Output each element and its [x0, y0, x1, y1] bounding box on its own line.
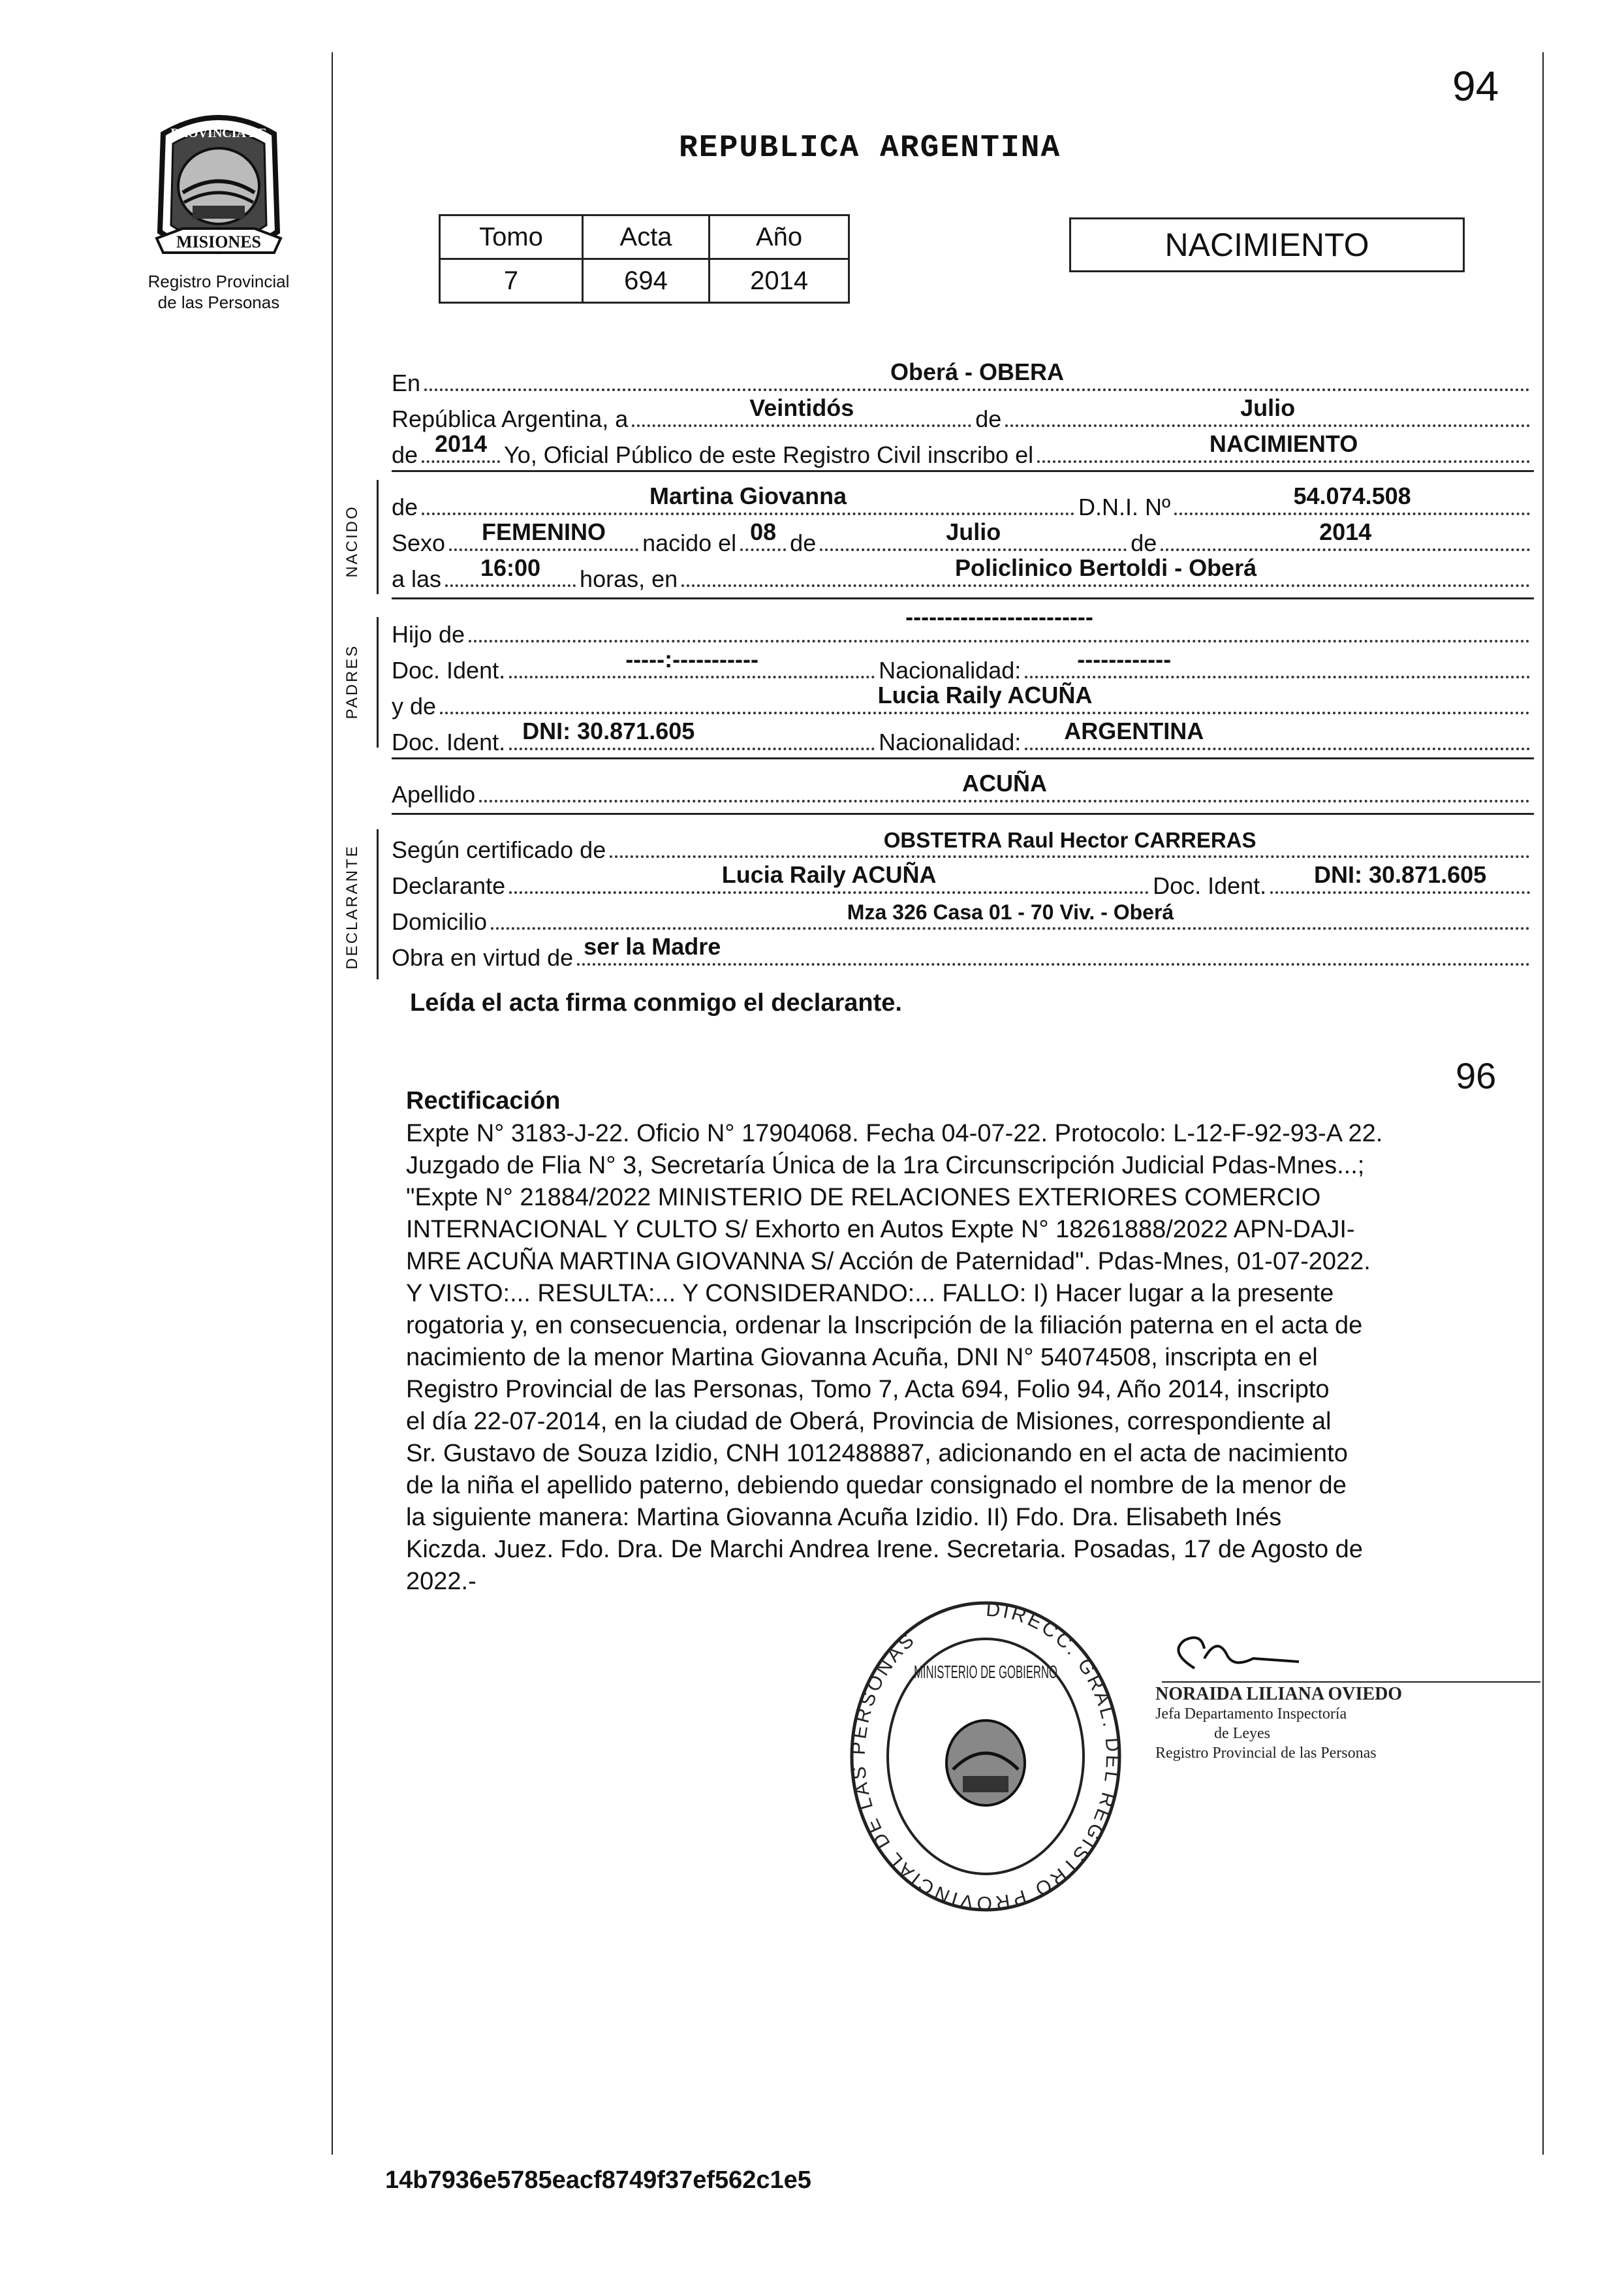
label-hijo-de: Hijo de — [392, 621, 465, 648]
rect-line: "Expte N° 21884/2022 MINISTERIO DE RELACIONES EXTERIORES COMERCIO — [406, 1184, 1321, 1211]
value-hora: 16:00 — [480, 554, 541, 581]
value-madre-nac: ARGENTINA — [1064, 718, 1204, 744]
row-madre-doc — [392, 718, 1534, 758]
section-label-padres: PADRES — [343, 644, 361, 720]
document-hash: 14b7936e5785eacf8749f37ef562c1e5 — [385, 2166, 811, 2194]
row-obra — [392, 933, 1534, 974]
label-decl-doc: Doc. Ident. — [1153, 872, 1267, 899]
label-obra: Obra en virtud de — [392, 944, 574, 971]
field-hora — [445, 554, 576, 587]
label-nacido-el: nacido el — [642, 530, 737, 556]
row-sexo — [392, 518, 1534, 559]
value-nac-anio: 2014 — [1319, 518, 1372, 545]
value-lugar-nac: Policlinico Bertoldi - Oberá — [955, 554, 1257, 581]
ref-header-anio: Año — [710, 215, 849, 259]
field-decl-doc — [1270, 861, 1530, 894]
separator-1 — [392, 470, 1534, 472]
field-nac-mes — [820, 518, 1127, 551]
rectificacion-number: 96 — [1456, 1055, 1497, 1096]
stamp-inner-text: MINISTERIO DE GOBIERNO — [914, 1662, 1057, 1682]
value-nac-mes: Julio — [946, 518, 1001, 545]
section-label-nacido: NACIDO — [343, 505, 361, 578]
label-madre-doc: Doc. Ident. — [392, 729, 506, 755]
field-nac-anio — [1161, 518, 1530, 551]
field-nac-dia — [740, 518, 786, 551]
field-madre-doc — [509, 718, 875, 750]
value-decl-doc: DNI: 30.871.605 — [1314, 861, 1487, 888]
value-tipo: NACIMIENTO — [1209, 430, 1358, 457]
section-label-declarante: DECLARANTE — [343, 844, 361, 970]
section-bar-declarante — [377, 829, 379, 979]
rectificacion-title: Rectificación — [406, 1087, 561, 1115]
label-de-mes: de — [975, 405, 1002, 432]
label-sexo: Sexo — [392, 530, 446, 556]
ref-value-tomo: 7 — [440, 259, 583, 303]
org-name-line2: de las Personas — [157, 293, 280, 312]
rect-line: INTERNACIONAL Y CULTO S/ Exhorto en Autos Expte N° 18261888/2022 APN-DAJI- — [406, 1216, 1355, 1243]
rect-line: la siguiente manera: Martina Giovanna Acuña Izidio. II) Fdo. Dra. Elisabeth Inés — [406, 1504, 1282, 1531]
field-madre-nac — [1025, 718, 1530, 750]
ref-value-anio: 2014 — [710, 259, 849, 303]
separator-3 — [392, 757, 1534, 759]
value-sexo: FEMENINO — [482, 518, 606, 545]
label-oficial: Yo, Oficial Público de este Registro Civil inscribo el — [504, 441, 1034, 468]
label-en: En — [392, 370, 421, 396]
svg-text:MISIONES: MISIONES — [176, 232, 262, 251]
value-anio: 2014 — [435, 430, 488, 457]
org-name-line1: Registro Provincial — [148, 272, 290, 291]
value-padre-doc: -----:----------- — [625, 646, 758, 673]
label-de-anio: de — [392, 441, 418, 468]
label-nac-de1: de — [790, 530, 817, 556]
field-madre — [440, 682, 1530, 714]
row-en — [392, 358, 1534, 399]
field-padre-nac — [1025, 646, 1530, 678]
signer-title-3: Registro Provincial de las Personas — [1155, 1745, 1377, 1762]
signer-title-1: Jefa Departamento Inspectoría — [1155, 1705, 1347, 1722]
label-padre-nac: Nacionalidad: — [879, 657, 1022, 684]
ref-header-acta: Acta — [582, 215, 709, 259]
right-margin-line — [1542, 52, 1544, 2155]
row-anio-oficial — [392, 430, 1534, 471]
field-sexo — [449, 518, 638, 551]
rect-line: rogatoria y, en consecuencia, ordenar la Inscripción de la filiación paterna en el acta de — [406, 1312, 1363, 1339]
label-certificado: Según certificado de — [392, 836, 606, 863]
ref-header-tomo: Tomo — [440, 215, 583, 259]
rect-line: Sr. Gustavo de Souza Izidio, CNH 1012488887, adicionando en el acta de nacimiento — [406, 1440, 1348, 1467]
rect-line: Kiczda. Juez. Fdo. Dra. De Marchi Andrea Irene. Secretaria. Posadas, 17 de Agosto de — [406, 1536, 1363, 1563]
field-apellido — [479, 770, 1530, 802]
label-apellido: Apellido — [392, 781, 476, 808]
value-certificado: OBSTETRA Raul Hector CARRERAS — [883, 828, 1257, 852]
label-republica: República Argentina, a — [392, 405, 629, 432]
signer-name: NORAIDA LILIANA OVIEDO — [1155, 1684, 1403, 1704]
rect-line: 2022.- — [406, 1568, 476, 1595]
row-nombre — [392, 483, 1534, 523]
value-lugar: Oberá - OBERA — [890, 358, 1065, 385]
row-republica — [392, 394, 1534, 435]
closing-statement: Leída el acta firma conmigo el declarante. — [410, 989, 902, 1017]
row-hijo-de — [392, 603, 1534, 650]
label-declarante: Declarante — [392, 872, 506, 899]
org-name — [114, 271, 323, 313]
label-nac-de2: de — [1131, 530, 1157, 556]
value-madre-doc: DNI: 30.871.605 — [522, 718, 695, 744]
rect-line: Juzgado de Flia N° 3, Secretaría Única de la 1ra Circunscripción Judicial Pdas-Mnes...; — [406, 1152, 1365, 1179]
field-declarante — [509, 861, 1149, 894]
rect-line: MRE ACUÑA MARTINA GIOVANNA S/ Acción de Paternidad". Pdas-Mnes, 01-07-2022. — [406, 1248, 1371, 1275]
value-mes: Julio — [1240, 394, 1296, 421]
rect-line: Expte N° 3183-J-22. Oficio N° 17904068. Fecha 04-07-22. Protocolo: L-12-F-92-93-A 22. — [406, 1120, 1383, 1147]
label-dni: D.N.I. Nº — [1078, 494, 1171, 520]
signature-line — [1162, 1681, 1540, 1683]
rect-line: el día 22-07-2014, en la ciudad de Oberá, Provincia de Misiones, correspondiente al — [406, 1408, 1332, 1435]
row-declarante — [392, 861, 1534, 902]
field-lugar-nac — [681, 554, 1530, 587]
section-bar-padres — [377, 617, 379, 748]
row-madre — [392, 682, 1534, 722]
field-lugar — [424, 358, 1530, 391]
row-padre-doc — [392, 646, 1534, 686]
country-title: REPUBLICA ARGENTINA — [679, 131, 1061, 166]
rect-line: Y VISTO:... RESULTA:... Y CONSIDERANDO:... FALLO: I) Hacer lugar a la presente — [406, 1280, 1334, 1307]
field-nombre — [422, 483, 1074, 515]
value-apellido: ACUÑA — [962, 770, 1048, 797]
signer-title-2: de Leyes — [1214, 1725, 1270, 1742]
value-padre: ------------------------ — [905, 603, 1093, 630]
svg-text:PROVINCIA DE: PROVINCIA DE — [170, 126, 267, 140]
value-padre-nac: ------------ — [1077, 646, 1172, 673]
row-domicilio — [392, 901, 1534, 938]
field-dni — [1174, 483, 1530, 515]
row-apellido — [392, 770, 1534, 810]
value-declarante: Lucia Raily ACUÑA — [721, 861, 937, 888]
value-domicilio: Mza 326 Casa 01 - 70 Viv. - Oberá — [847, 900, 1174, 924]
province-seal-logo — [144, 108, 294, 264]
value-nac-dia: 08 — [750, 518, 777, 545]
field-tipo — [1037, 430, 1530, 463]
row-certificado — [392, 829, 1534, 866]
rect-line: nacimiento de la menor Martina Giovanna Acuña, DNI N° 54074508, inscripta en el — [406, 1344, 1318, 1371]
value-dni: 54.074.508 — [1293, 483, 1411, 509]
separator-4 — [392, 813, 1534, 815]
field-obra — [577, 933, 1530, 966]
field-dia — [632, 394, 971, 427]
left-margin-line — [332, 52, 333, 2155]
label-domicilio: Domicilio — [392, 908, 488, 935]
label-y-de: y de — [392, 693, 437, 720]
field-padre-doc — [509, 646, 875, 678]
field-anio — [422, 430, 500, 463]
record-type-box: NACIMIENTO — [1069, 217, 1465, 272]
rect-line: Registro Provincial de las Personas, Tomo 7, Acta 694, Folio 94, Año 2014, inscripto — [406, 1376, 1330, 1403]
value-dia: Veintidós — [749, 394, 854, 421]
field-certificado — [610, 829, 1530, 858]
page-number: 94 — [1452, 63, 1499, 110]
field-domicilio — [491, 901, 1530, 930]
label-horas-en: horas, en — [580, 565, 678, 592]
value-madre: Lucia Raily ACUÑA — [877, 682, 1093, 708]
field-mes — [1005, 394, 1530, 427]
label-madre-nac: Nacionalidad: — [879, 729, 1022, 755]
value-obra: ser la Madre — [584, 933, 721, 960]
official-stamp — [842, 1593, 1129, 1920]
signature-block — [1155, 1685, 1534, 1763]
record-reference-table — [439, 214, 850, 304]
ref-value-acta: 694 — [582, 259, 709, 303]
section-bar-nacido — [377, 480, 379, 594]
label-padre-doc: Doc. Ident. — [392, 657, 506, 684]
row-hora — [392, 554, 1534, 595]
label-a-las: a las — [392, 565, 442, 592]
rectificacion-body — [406, 1118, 1516, 1598]
separator-2 — [392, 597, 1534, 599]
rect-line: de la niña el apellido paterno, debiendo quedar consignado el nombre de la menor de — [406, 1472, 1347, 1499]
value-nombre: Martina Giovanna — [649, 483, 847, 509]
stamp-ring-text: DIRECC. GRAL. DEL REGISTRO PROVINCIAL DE LAS PERSONAS — [847, 1598, 1124, 1914]
label-nombre: de — [392, 494, 418, 520]
field-padre — [469, 603, 1530, 642]
